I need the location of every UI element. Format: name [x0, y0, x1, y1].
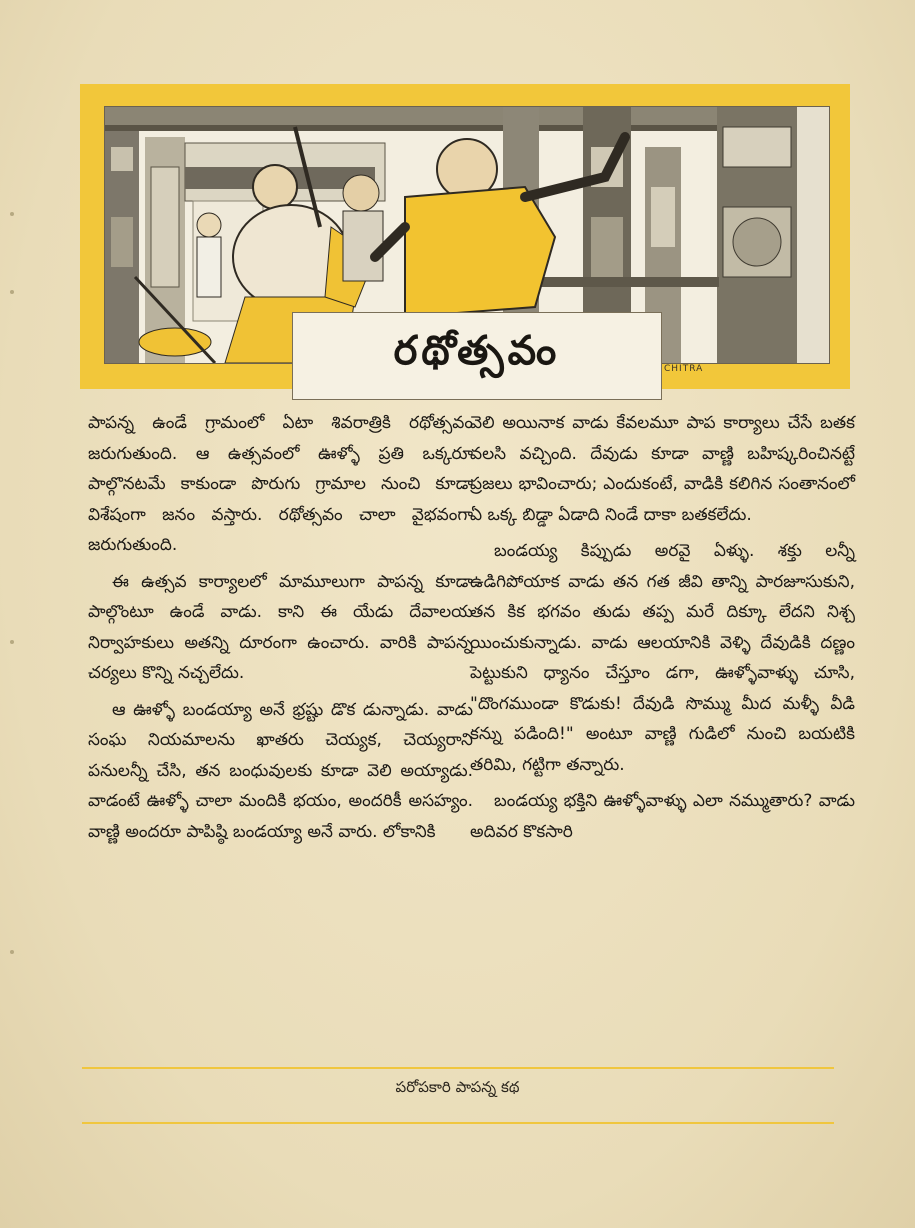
punch-mark: [10, 290, 14, 294]
punch-mark: [10, 950, 14, 954]
artist-signature: CHITRA: [664, 364, 704, 374]
paragraph: వెలి అయినాక వాడు కేవలమూ పాప కార్యాలు చేసే బతక వలసి వచ్చింది. దేవుడు కూడా వాణ్ణి బహిష్కరించినట్టే ప్రజలు భావించారు; ఎందుకంటే, వాడికి కలిగిన సంతానంలో ఏ ఒక్క బిడ్డా ఏడాది నిండే దాకా బతకలేదు.: [470, 413, 855, 525]
punch-mark: [10, 640, 14, 644]
paragraph: బండయ్య కిప్పుడు అరవై ఏళ్ళు. శక్తు లన్నీ ఉడిగిపోయాక వాడు తన గత జీవి తాన్ని పారజూసుకుని, తన కిక భగవం తుడు తప్ప మరే దిక్కూ లేదని నిశ్చ యించుకున్నాడు. వాడు ఆలయానికి వెళ్ళి దేవుడికి దణ్ణం పెట్టుకుని ధ్యానం చేస్తూం డగా, ఊళ్ళోవాళ్ళు చూసి, "దొంగముండా కొడుకు! దేవుడి సొమ్ము మీద మళ్ళీ వీడి కన్ను పడింది!" అంటూ వాణ్ణి గుడిలో నుంచి బయటికి తరిమి, గట్టిగా తన్నారు.: [470, 541, 855, 775]
punch-mark: [10, 212, 14, 216]
paragraph: ఈ ఉత్సవ కార్యాలలో మామూలుగా పాపన్న కూడా పాల్గొంటూ ఉండే వాడు. కాని ఈ యేడు దేవాలయ నిర్వాహకులు అతన్ని దూరంగా ఉంచారు. వారికి పాపన్న చర్యలు కొన్ని నచ్చలేదు.: [88, 571, 473, 683]
paragraph: ఆ ఊళ్ళో బండయ్యా అనే భ్రష్టు డొక డున్నాడు. వాడు సంఘ నియమాలను ఖాతరు చెయ్యక, చెయ్యరాని పనులన్నీ చేసి, తన బంధువులకు కూడా వెలి అయ్యాడు. వాడంటే ఊళ్ళో చాలా మందికి భయం, అందరికీ అసహ్యం. వాణ్ణి అందరూ పాపిష్ఠి బండయ్యా అనే వారు. లోకానికి: [88, 699, 473, 842]
title-box: [292, 312, 662, 400]
right-text-column: [470, 408, 855, 847]
left-text-column: [88, 408, 473, 847]
paragraph: బండయ్య భక్తిని ఊళ్ళోవాళ్ళు ఎలా నమ్ముతారు? వాడు అదివర కొకసారి: [470, 791, 855, 842]
page-title: రథోత్సవం: [393, 328, 561, 374]
running-footer: పరోపకారి పాపన్న కథ: [395, 1078, 520, 1096]
footer-top-rule: [82, 1067, 834, 1069]
paragraph: పాపన్న ఉండే గ్రామంలో ఏటా శివరాత్రికి రథోత్సవం జరుగుతుంది. ఆ ఉత్సవంలో ఊళ్ళో ప్రతి ఒక్కరూ పాల్గొనటమే కాకుండా పొరుగు గ్రామాల నుంచి కూడా విశేషంగా జనం వస్తారు. రథోత్సవం చాలా వైభవంగా జరుగుతుంది.: [88, 413, 473, 555]
footer-bottom-rule: [82, 1122, 834, 1124]
